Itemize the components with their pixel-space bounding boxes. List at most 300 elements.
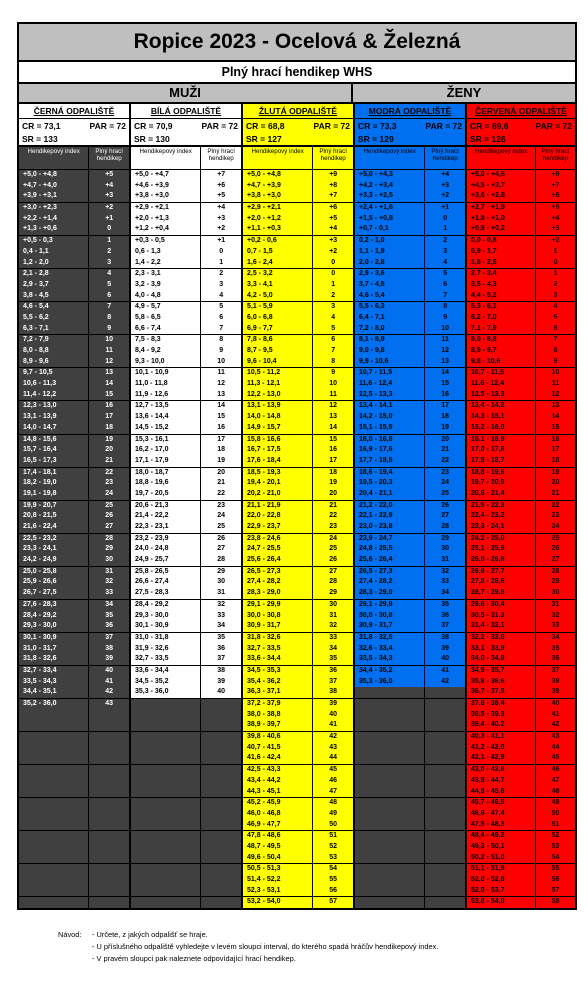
- course-rating: CR = 73,1: [22, 121, 61, 131]
- playing-handicap: 33: [217, 611, 226, 619]
- table-row: [243, 400, 353, 412]
- index-range: 8,9 - 9,6: [19, 357, 89, 368]
- playing-handicap: 38: [329, 688, 338, 696]
- table-row: [243, 853, 353, 864]
- playing-handicap: 50: [329, 820, 338, 828]
- table-row: [355, 467, 465, 479]
- index-range: +5,0 - +4,6: [467, 170, 536, 181]
- index-range: 11,6 - 12,4: [467, 379, 536, 390]
- playing-handicap: +6: [329, 204, 338, 212]
- index-range: 35,2 - 36,0: [19, 699, 89, 710]
- index-range: 3,2 - 3,9: [131, 280, 201, 291]
- table-row: [131, 346, 241, 357]
- table-row: [243, 787, 353, 798]
- index-range: 27,6 - 28,3: [19, 600, 89, 611]
- table-row: [243, 357, 353, 368]
- table-row: [19, 191, 129, 202]
- playing-handicap: 25: [441, 489, 450, 497]
- index-range: +0,5 - 0,3: [19, 236, 89, 247]
- column-header: [19, 147, 129, 170]
- index-range: 35,3 - 36,0: [355, 677, 425, 688]
- table-row: [243, 423, 353, 434]
- table-row: [467, 797, 575, 809]
- table-row: [131, 896, 241, 908]
- playing-handicap: +2: [551, 237, 560, 245]
- index-range: 49,3 - 50,1: [467, 842, 536, 853]
- table-row: [19, 346, 129, 357]
- tee-name: ŽLUTÁ ODPALIŠTĚ: [243, 104, 353, 119]
- playing-handicap: 56: [329, 886, 338, 894]
- index-range: 0,9 - 1,7: [467, 247, 536, 258]
- index-range: 11,3 - 12,1: [243, 379, 313, 390]
- index-range: +0,2 - 0,6: [243, 236, 313, 247]
- playing-handicap: 36: [217, 644, 226, 652]
- playing-handicap: 5: [107, 280, 112, 288]
- playing-handicap: 39: [441, 644, 450, 652]
- playing-handicap: 54: [329, 865, 338, 873]
- playing-handicap: 27: [441, 512, 450, 520]
- table-row: [243, 511, 353, 522]
- table-row: [467, 896, 575, 908]
- playing-handicap: +1: [217, 237, 226, 245]
- table-row: [467, 280, 575, 291]
- index-range: 34,4 - 35,2: [355, 666, 425, 677]
- tee-column: [355, 104, 467, 908]
- playing-handicap: 44: [551, 743, 560, 751]
- index-range: 28,3 - 29,0: [355, 588, 425, 599]
- slope-rating: SR = 133: [22, 134, 58, 144]
- table-row: [243, 896, 353, 908]
- playing-handicap: 8: [553, 347, 558, 354]
- table-row: [131, 753, 241, 764]
- index-range: 5,1 - 5,9: [243, 302, 313, 313]
- table-row: [355, 764, 465, 776]
- table-row: [243, 313, 353, 324]
- tee-name: MODRÁ ODPALIŠTĚ: [355, 104, 465, 119]
- table-row: [355, 423, 465, 434]
- table-row: [131, 764, 241, 776]
- table-row: [355, 181, 465, 192]
- playing-handicap: 33: [105, 589, 114, 597]
- table-row: [19, 842, 129, 853]
- table-row: [467, 698, 575, 710]
- index-range: 28,3 - 29,0: [243, 588, 313, 599]
- playing-handicap: 35: [105, 611, 114, 619]
- page-subtitle: Plný hrací hendikep WHS: [19, 62, 575, 84]
- playing-handicap: 18: [329, 468, 338, 476]
- table-row: [355, 313, 465, 324]
- table-row: [19, 820, 129, 831]
- index-range: +0,7 - 0,1: [355, 224, 425, 235]
- index-range: +0,9 - +0,2: [467, 224, 536, 235]
- playing-handicap: 2: [443, 237, 448, 245]
- index-range: 7,2 - 7,9: [19, 335, 89, 346]
- playing-handicap: 51: [329, 832, 338, 840]
- tee-column: [243, 104, 355, 908]
- index-range: 23,3 - 24,1: [467, 522, 536, 533]
- playing-handicap: 1: [331, 280, 336, 288]
- table-row: [467, 456, 575, 467]
- table-row: [131, 247, 241, 258]
- table-row: [19, 566, 129, 578]
- table-row: [243, 434, 353, 446]
- playing-handicap: 11: [217, 369, 225, 377]
- playing-handicap: 37: [329, 677, 338, 685]
- table-row: [131, 434, 241, 446]
- index-range: 16,9 - 17,6: [355, 445, 425, 456]
- table-row: [355, 258, 465, 269]
- table-row: [19, 500, 129, 512]
- index-range: 36,3 - 37,1: [243, 687, 313, 698]
- index-range: 31,0 - 31,7: [19, 644, 89, 655]
- table-row: [19, 875, 129, 886]
- table-row: [467, 235, 575, 247]
- table-row: [243, 632, 353, 644]
- index-range: 2,5 - 3,2: [243, 269, 313, 280]
- table-row: [355, 677, 465, 688]
- playing-handicap: +7: [551, 181, 560, 189]
- table-row: [355, 456, 465, 467]
- index-range: 44,8 - 45,6: [467, 787, 536, 798]
- playing-handicap: 26: [551, 545, 560, 553]
- playing-handicap: 21: [441, 446, 450, 454]
- index-range: 53,2 - 54,0: [243, 897, 313, 908]
- table-row: [243, 202, 353, 214]
- index-range: 23,2 - 23,9: [131, 534, 201, 545]
- playing-handicap: 28: [551, 567, 560, 575]
- playing-handicap: 20: [441, 435, 450, 443]
- table-row: [355, 291, 465, 302]
- table-row: [131, 710, 241, 721]
- table-row: [19, 787, 129, 798]
- table-row: [355, 577, 465, 588]
- column-header: [131, 147, 241, 170]
- playing-handicap: 40: [551, 700, 560, 707]
- playing-handicap: 52: [551, 832, 560, 840]
- table-row: [355, 500, 465, 512]
- playing-handicap: 19: [551, 468, 560, 476]
- index-range: 18,6 - 19,4: [355, 468, 425, 479]
- index-range: 12,5 - 13,3: [467, 390, 536, 401]
- index-range: 24,9 - 25,7: [131, 555, 201, 566]
- table-row: [19, 830, 129, 842]
- table-row: [19, 853, 129, 864]
- index-range: 39,8 - 40,6: [243, 732, 313, 743]
- tee-stats: [355, 119, 465, 147]
- index-range: +0,3 - 0,5: [131, 236, 201, 247]
- playing-handicap: 1: [107, 237, 112, 245]
- index-range: 2,7 - 3,4: [467, 269, 536, 280]
- table-row: [19, 334, 129, 346]
- index-range: 10,7 - 11,5: [355, 368, 425, 379]
- playing-handicap: 10: [551, 369, 560, 377]
- index-range: 12,5 - 13,3: [355, 390, 425, 401]
- table-row: [355, 170, 465, 181]
- par-value: PAR = 72: [89, 121, 126, 131]
- playing-handicap: 12: [329, 402, 338, 410]
- index-range: 11,0 - 11,8: [131, 379, 201, 390]
- index-range: 20,4 - 21,1: [355, 489, 425, 500]
- table-row: [19, 863, 129, 875]
- table-row: [467, 467, 575, 479]
- playing-handicap: 47: [329, 787, 338, 795]
- index-range: 0,7 - 1,5: [243, 247, 313, 258]
- playing-handicap: 28: [329, 578, 338, 586]
- index-range: 6,0 - 6,8: [243, 313, 313, 324]
- playing-handicap: 5: [553, 313, 558, 321]
- playing-handicap: 17: [551, 446, 560, 454]
- index-range: 24,2 - 24,9: [19, 555, 89, 566]
- playing-handicap: 22: [551, 501, 560, 509]
- table-row: [131, 202, 241, 214]
- table-row: [131, 456, 241, 467]
- table-row: [19, 644, 129, 655]
- table-row: [355, 797, 465, 809]
- table-row: [131, 489, 241, 500]
- index-range: 9,8 - 10,6: [467, 357, 536, 368]
- header-index: Hendikepový index: [131, 147, 201, 169]
- playing-handicap: 15: [551, 423, 560, 431]
- table-row: [131, 632, 241, 644]
- index-range: +2,9 - +2,1: [243, 203, 313, 214]
- index-range: 42,5 - 43,3: [243, 765, 313, 776]
- index-range: 27,5 - 28,3: [131, 588, 201, 599]
- instruction-line: - U příslušného odpaliště vyhledejte v levém sloupci interval, do kterého spadá hráčův hendikepový index.: [92, 942, 439, 951]
- index-range: 29,6 - 30,4: [467, 600, 536, 611]
- index-range: 26,6 - 27,4: [131, 577, 201, 588]
- table-row: [19, 632, 129, 644]
- index-range: 19,7 - 20,5: [467, 478, 536, 489]
- playing-handicap: 0: [443, 214, 448, 222]
- table-row: [355, 654, 465, 665]
- index-range: 0,2 - 1,0: [355, 236, 425, 247]
- table-row: [243, 324, 353, 335]
- table-row: [131, 687, 241, 698]
- playing-handicap: 35: [217, 633, 226, 641]
- index-range: 16,7 - 17,5: [243, 445, 313, 456]
- index-range: 0,4 - 1,1: [19, 247, 89, 258]
- table-row: [19, 753, 129, 764]
- index-range: 10,1 - 10,9: [131, 368, 201, 379]
- table-row: [131, 776, 241, 787]
- table-row: [243, 258, 353, 269]
- playing-handicap: 41: [329, 721, 338, 729]
- table-row: [467, 291, 575, 302]
- index-range: 16,2 - 17,0: [131, 445, 201, 456]
- index-range: 15,3 - 16,1: [131, 435, 201, 446]
- playing-handicap: 31: [441, 556, 450, 564]
- index-range: 26,0 - 26,8: [467, 555, 536, 566]
- index-range: +3,9 - +3,1: [19, 191, 89, 202]
- index-range: 6,4 - 7,1: [355, 313, 425, 324]
- tee-name: ČERNÁ ODPALIŠTĚ: [19, 104, 129, 119]
- header-index: Hendikepový index: [243, 147, 313, 169]
- table-row: [131, 611, 241, 622]
- index-range: 37,2 - 37,9: [243, 699, 313, 710]
- playing-handicap: 6: [553, 324, 558, 332]
- table-row: [355, 235, 465, 247]
- playing-handicap: 32: [551, 611, 560, 619]
- index-range: +4,2 - +3,4: [355, 181, 425, 192]
- index-range: 31,9 - 32,6: [131, 644, 201, 655]
- playing-handicap: 0: [219, 247, 224, 255]
- table-row: [131, 280, 241, 291]
- playing-handicap: 26: [441, 501, 450, 509]
- playing-handicap: 14: [329, 423, 338, 431]
- index-range: 29,1 - 29,9: [355, 600, 425, 611]
- index-range: 24,2 - 25,0: [467, 534, 536, 545]
- index-range: +5,0 - +4,8: [243, 170, 313, 181]
- playing-handicap: 13: [217, 390, 226, 398]
- table-row: [19, 621, 129, 632]
- index-range: 34,4 - 35,1: [19, 687, 89, 698]
- index-range: 18,0 - 18,7: [131, 468, 201, 479]
- table-row: [467, 357, 575, 368]
- playing-handicap: 55: [329, 876, 338, 883]
- playing-handicap: 16: [217, 423, 226, 431]
- table-row: [467, 599, 575, 611]
- playing-handicap: 6: [219, 313, 224, 321]
- index-range: 31,4 - 32,1: [467, 621, 536, 632]
- playing-handicap: 31: [551, 600, 560, 608]
- index-range: 15,8 - 16,6: [243, 435, 313, 446]
- table-row: [467, 687, 575, 698]
- playing-handicap: 48: [551, 787, 560, 795]
- playing-handicap: +3: [441, 181, 450, 189]
- playing-handicap: 30: [441, 545, 450, 553]
- table-row: [355, 830, 465, 842]
- index-range: 4,4 - 5,2: [467, 291, 536, 302]
- table-row: [19, 654, 129, 665]
- index-range: 23,3 - 24,1: [19, 544, 89, 555]
- index-range: +2,9 - +2,1: [131, 203, 201, 214]
- index-range: 28,4 - 29,2: [19, 611, 89, 622]
- table-row: [355, 720, 465, 731]
- playing-handicap: 18: [217, 446, 226, 454]
- index-range: 30,0 - 30,8: [243, 611, 313, 622]
- table-row: [355, 820, 465, 831]
- index-range: 3,7 - 4,5: [355, 280, 425, 291]
- table-row: [467, 258, 575, 269]
- playing-handicap: +4: [551, 214, 560, 222]
- table-row: [19, 478, 129, 489]
- table-row: [243, 677, 353, 688]
- index-range: 45,7 - 46,5: [467, 798, 536, 809]
- table-row: [243, 665, 353, 677]
- table-row: [19, 434, 129, 446]
- playing-handicap: +2: [217, 225, 226, 233]
- table-row: [243, 644, 353, 655]
- table-row: [355, 390, 465, 401]
- table-row: [467, 753, 575, 764]
- playing-handicap: 15: [217, 413, 226, 421]
- index-range: +3,3 - +2,5: [355, 191, 425, 202]
- table-row: [19, 544, 129, 555]
- playing-handicap: +4: [217, 204, 226, 212]
- playing-handicap: 49: [551, 799, 560, 807]
- playing-handicap: 40: [217, 688, 226, 696]
- index-range: +1,2 - +0,4: [131, 224, 201, 235]
- table-row: [355, 863, 465, 875]
- table-row: [131, 787, 241, 798]
- table-row: [467, 644, 575, 655]
- table-row: [19, 467, 129, 479]
- tee-column: [131, 104, 243, 908]
- table-row: [467, 611, 575, 622]
- index-range: +2,4 - +1,6: [355, 203, 425, 214]
- playing-handicap: 29: [329, 589, 338, 597]
- table-row: [467, 489, 575, 500]
- table-row: [131, 400, 241, 412]
- table-row: [467, 764, 575, 776]
- index-range: +4,6 - +3,9: [131, 181, 201, 192]
- table-row: [243, 214, 353, 225]
- index-range: 6,2 - 7,0: [467, 313, 536, 324]
- index-range: 14,5 - 15,2: [131, 423, 201, 434]
- index-range: 34,5 - 35,2: [131, 677, 201, 688]
- index-range: 29,3 - 30,0: [19, 621, 89, 632]
- index-range: 13,6 - 14,4: [131, 412, 201, 423]
- tee-name: BÍLÁ ODPALIŠTĚ: [131, 104, 241, 119]
- slope-rating: SR = 126: [470, 134, 506, 144]
- playing-handicap: 50: [551, 809, 560, 817]
- table-row: [355, 191, 465, 202]
- playing-handicap: 11: [105, 347, 113, 354]
- tee-stats: [19, 119, 129, 147]
- playing-handicap: 12: [441, 347, 450, 354]
- table-row: [467, 434, 575, 446]
- table-row: [19, 445, 129, 456]
- playing-handicap: 7: [553, 336, 558, 344]
- playing-handicap: 15: [105, 390, 114, 398]
- playing-handicap: +7: [217, 171, 226, 178]
- index-range: 3,8 - 4,5: [19, 291, 89, 302]
- playing-handicap: 13: [551, 402, 560, 410]
- table-row: [131, 886, 241, 897]
- playing-handicap: 41: [551, 710, 560, 718]
- index-range: 52,9 - 53,7: [467, 886, 536, 897]
- table-row: [243, 776, 353, 787]
- index-range: +1,8 - +1,0: [467, 214, 536, 225]
- playing-handicap: +4: [105, 181, 114, 189]
- index-range: 1,4 - 2,2: [131, 258, 201, 269]
- index-range: 19,4 - 20,1: [243, 478, 313, 489]
- index-range: 36,7 - 37,5: [467, 687, 536, 698]
- table-row: [467, 511, 575, 522]
- index-range: +2,2 - +1,4: [19, 214, 89, 225]
- instructions-label: Návod:: [58, 930, 82, 939]
- table-row: [19, 456, 129, 467]
- table-row: [243, 720, 353, 731]
- index-range: 14,9 - 15,7: [243, 423, 313, 434]
- playing-handicap: 4: [553, 303, 558, 311]
- table-row: [243, 555, 353, 566]
- playing-handicap: 37: [441, 622, 450, 630]
- playing-handicap: 21: [217, 479, 226, 487]
- table-row: [243, 863, 353, 875]
- gender-women-label: ŽENY: [446, 85, 482, 100]
- playing-handicap: 36: [105, 622, 114, 630]
- playing-handicap: 14: [105, 380, 114, 388]
- playing-handicap: 27: [217, 545, 226, 553]
- playing-handicap: 30: [105, 556, 114, 564]
- playing-handicap: +3: [105, 192, 114, 200]
- table-row: [243, 500, 353, 512]
- index-range: 22,4 - 23,2: [467, 511, 536, 522]
- table-row: [19, 412, 129, 423]
- index-range: 5,5 - 6,3: [355, 302, 425, 313]
- table-row: [131, 390, 241, 401]
